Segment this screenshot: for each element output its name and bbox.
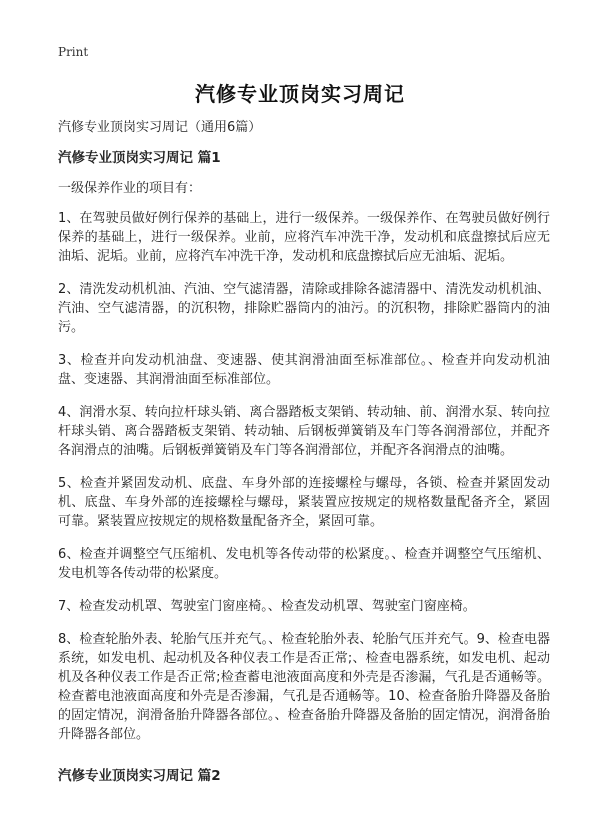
section-heading-2: 汽修专业顶岗实习周记 篇2: [58, 768, 221, 784]
list-item: 6、检查并调整空气压缩机、发电机等各传动带的松紧度。、检查并调整空气压缩机、发电机等各传动带的松紧度。: [58, 547, 550, 581]
list-item: 3、检查并向发动机油盘、变速器、使其润滑油面至标准部位。、检查并向发动机油盘、变速器、其润滑油面至标准部位。: [58, 353, 550, 387]
list-item: 8、检查轮胎外表、轮胎气压并充气。、检查轮胎外表、轮胎气压并充气。9、检查电器系统，如发电机、起动机及各种仪表工作是否正常;、检查电器系统，如发电机、起动机及各种仪表工作是否正常;检查蓄电池液面高度和外壳是否渗漏，气孔是否通畅等。检查蓄电池液面高度和外壳是否渗漏，气孔是否通畅等。10、检查备胎升降器及备胎的固定情况，润滑备胎升降器各部位。、检查备胎升降器及备胎的固定情况，润滑备胎升降器各部位。: [58, 632, 550, 742]
section-heading-1: 汽修专业顶岗实习周记 篇1: [58, 150, 221, 166]
list-item: 7、检查发动机罩、驾驶室门窗座椅。、检查发动机罩、驾驶室门窗座椅。: [58, 599, 476, 614]
subtitle: 汽修专业顶岗实习周记（通用6篇）: [58, 120, 262, 135]
list-item: 1、在驾驶员做好例行保养的基础上，进行一级保养。一级保养作、在驾驶员做好例行保养的基础上，进行一级保养。业前，应将汽车冲洗干净，发动机和底盘擦拭后应无油垢、泥垢。业前，应将汽车冲洗干净，发动机和底盘擦拭后应无油垢、泥垢。: [58, 211, 550, 264]
list-item: 2、清洗发动机机油、汽油、空气滤清器，清除或排除各滤清器中、清洗发动机机油、汽油、空气滤清器，的沉积物，排除贮器筒内的油污。的沉积物，排除贮器筒内的油污。: [58, 282, 550, 335]
intro-text: 一级保养作业的项目有：: [58, 181, 202, 196]
list-item: 4、润滑水泵、转向拉杆球头销、离合器踏板支架销、转动轴、前、润滑水泵、转向拉杆球头销、离合器踏板支架销、转动轴、后钢板弹簧销及车门等各润滑部位，并配齐各润滑点的油嘴。后钢板弹簧销及车门等各润滑部位，并配齐各润滑点的油嘴。: [58, 405, 550, 458]
print-link[interactable]: Print: [58, 45, 89, 59]
list-item: 5、检查并紧固发动机、底盘、车身外部的连接螺栓与螺母，各锁、检查并紧固发动机、底盘、车身外部的连接螺栓与螺母，紧装置应按规定的规格数量配备齐全，紧固可靠。紧装置应按规定的规格数量配备齐全，紧固可靠。: [58, 476, 550, 529]
document-body: [58, 118, 550, 758]
page-title: 汽修专业顶岗实习周记: [195, 82, 405, 106]
